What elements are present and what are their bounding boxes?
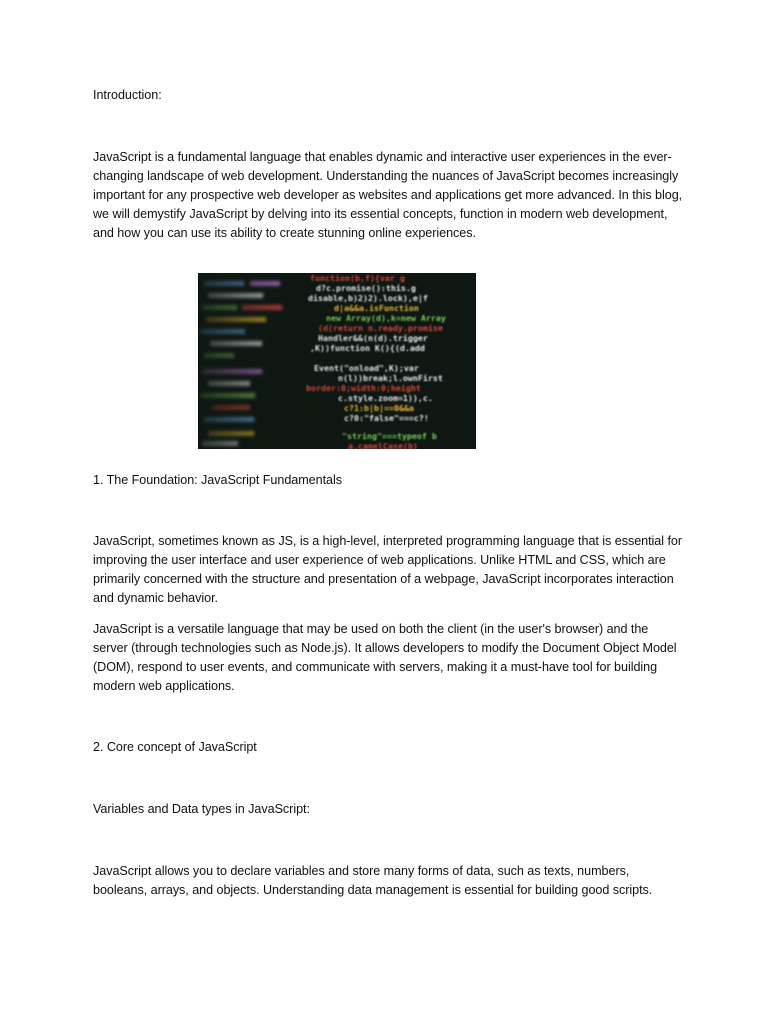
section1-heading: 1. The Foundation: JavaScript Fundamentals xyxy=(93,473,342,487)
section1-paragraph-1: JavaScript, sometimes known as JS, is a high-level, interpreted programming language that is essential for improving the user interface and user experience of web applications. Unlike HTML and CSS, which are primarily concerned with the structure and presentation of a webpage, JavaScript incorporates interaction and dynamic behavior. xyxy=(93,534,682,605)
subsection-heading: Variables and Data types in JavaScript: xyxy=(93,802,310,816)
code-photo-graphic xyxy=(198,273,476,449)
section1-paragraph-2: JavaScript is a versatile language that may be used on both the client (in the user's browser) and the server (through technologies such as Node.js). It allows developers to modify the Document Object Model (DOM), respond to user events, and communicate with servers, making it a must-have tool for building modern web applications. xyxy=(93,622,677,693)
section2-heading: 2. Core concept of JavaScript xyxy=(93,740,257,754)
intro-paragraph: JavaScript is a fundamental language that enables dynamic and interactive user experiences in the ever-changing landscape of web development. Understanding the nuances of JavaScript becomes increasingly important for any prospective web developer as websites and applications get more advanced. In this blog, we will demystify JavaScript by delving into its essential concepts, function in modern web development, and how you can use its ability to create stunning online experiences. xyxy=(93,150,683,240)
code-screen-photo xyxy=(198,273,476,449)
subsection-paragraph-1: JavaScript allows you to declare variables and store many forms of data, such as texts, numbers, booleans, arrays, and objects. Understanding data management is essential for building good scripts. xyxy=(93,864,653,897)
intro-heading: Introduction: xyxy=(93,88,162,102)
